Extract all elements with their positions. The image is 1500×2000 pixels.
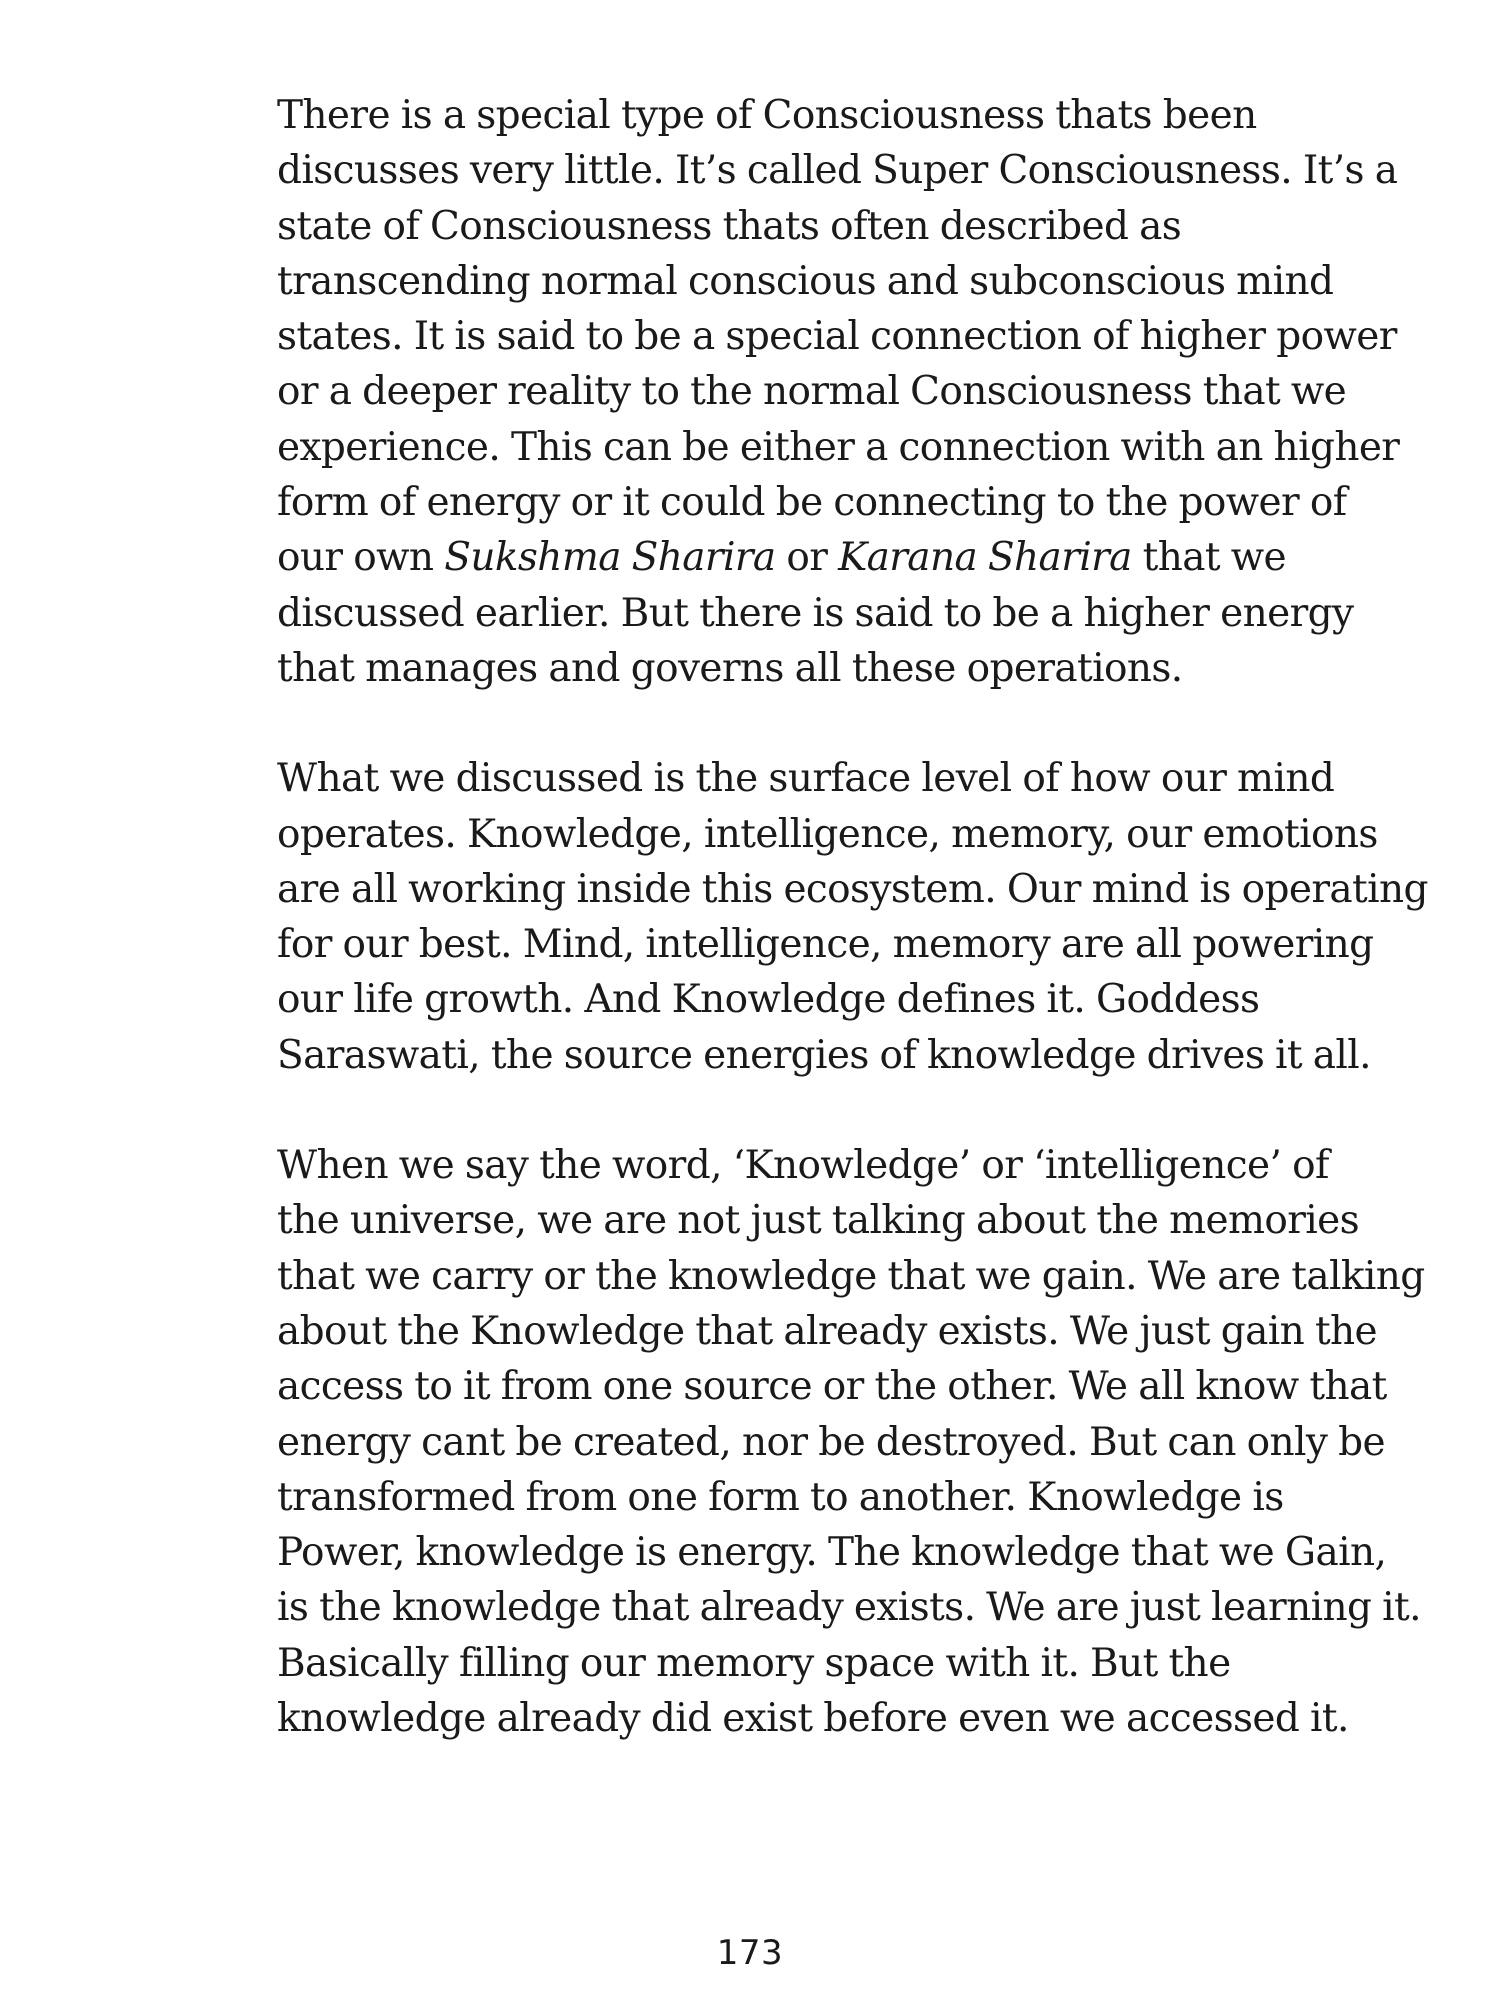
text-line: operates. Knowledge, intelligence, memory, our emotions — [277, 811, 1378, 857]
text-line: or a deeper reality to the normal Consciousness that we — [277, 369, 1347, 415]
text-run: that we — [1131, 535, 1286, 581]
text-line: Basically filling our memory space with it. But the — [277, 1640, 1231, 1686]
text-line: transformed from one form to another. Knowledge is — [277, 1474, 1284, 1520]
text-line: are all working inside this ecosystem. Our mind is operating — [277, 866, 1428, 912]
text-line: about the Knowledge that already exists. We just gain the — [277, 1308, 1378, 1354]
text-line: There is a special type of Consciousness thats been — [277, 93, 1257, 138]
page-number: 173 — [716, 1933, 784, 1973]
text-line: When we say the word, ‘Knowledge’ or ‘intelligence’ of — [277, 1143, 1329, 1189]
paragraph-knowledge-universe — [223, 1138, 1425, 1746]
text-line: discusses very little. It’s called Super Consciousness. It’s a — [277, 148, 1398, 194]
text-line: Saraswati, the source energies of knowledge drives it all. — [277, 1032, 1371, 1078]
text-line-with-italics — [223, 530, 1343, 585]
text-line: state of Consciousness thats often described as — [277, 203, 1182, 249]
text-line: our life growth. And Knowledge defines it. Goddess — [277, 977, 1260, 1023]
text-line: form of energy or it could be connecting to the power of — [277, 480, 1347, 526]
text-line: experience. This can be either a connection with an higher — [277, 424, 1400, 470]
italic-term-karana-sharira: Karana Sharira — [838, 535, 1132, 581]
text-run: or — [775, 535, 839, 581]
text-line: that manages and governs all these operations. — [277, 645, 1183, 691]
text-line: that we carry or the knowledge that we gain. We are talking — [277, 1253, 1425, 1299]
text-line: knowledge already did exist before even we accessed it. — [277, 1696, 1349, 1742]
text-line: access to it from one source or the other. We all know that — [277, 1364, 1387, 1410]
text-line: is the knowledge that already exists. We are just learning it. — [277, 1585, 1421, 1631]
text-line: What we discussed is the surface level of how our mind — [277, 756, 1335, 802]
italic-term-sukshma-sharira: Sukshma Sharira — [444, 535, 776, 581]
text-line: energy cant be created, nor be destroyed. But can only be — [277, 1419, 1385, 1465]
text-line: Power, knowledge is energy. The knowledge that we Gain, — [277, 1530, 1387, 1576]
text-line: states. It is said to be a special connection of higher power — [277, 314, 1397, 360]
text-line: for our best. Mind, intelligence, memory are all powering — [277, 922, 1374, 968]
paragraph-surface-level-mind — [223, 751, 1428, 1083]
body-text — [223, 88, 1428, 1801]
text-line: transcending normal conscious and subconscious mind — [277, 258, 1334, 304]
text-run: our own — [277, 535, 445, 581]
text-line: discussed earlier. But there is said to be a higher energy — [277, 590, 1354, 636]
text-line: the universe, we are not just talking about the memories — [277, 1198, 1360, 1244]
paragraph-super-consciousness — [223, 88, 1400, 696]
